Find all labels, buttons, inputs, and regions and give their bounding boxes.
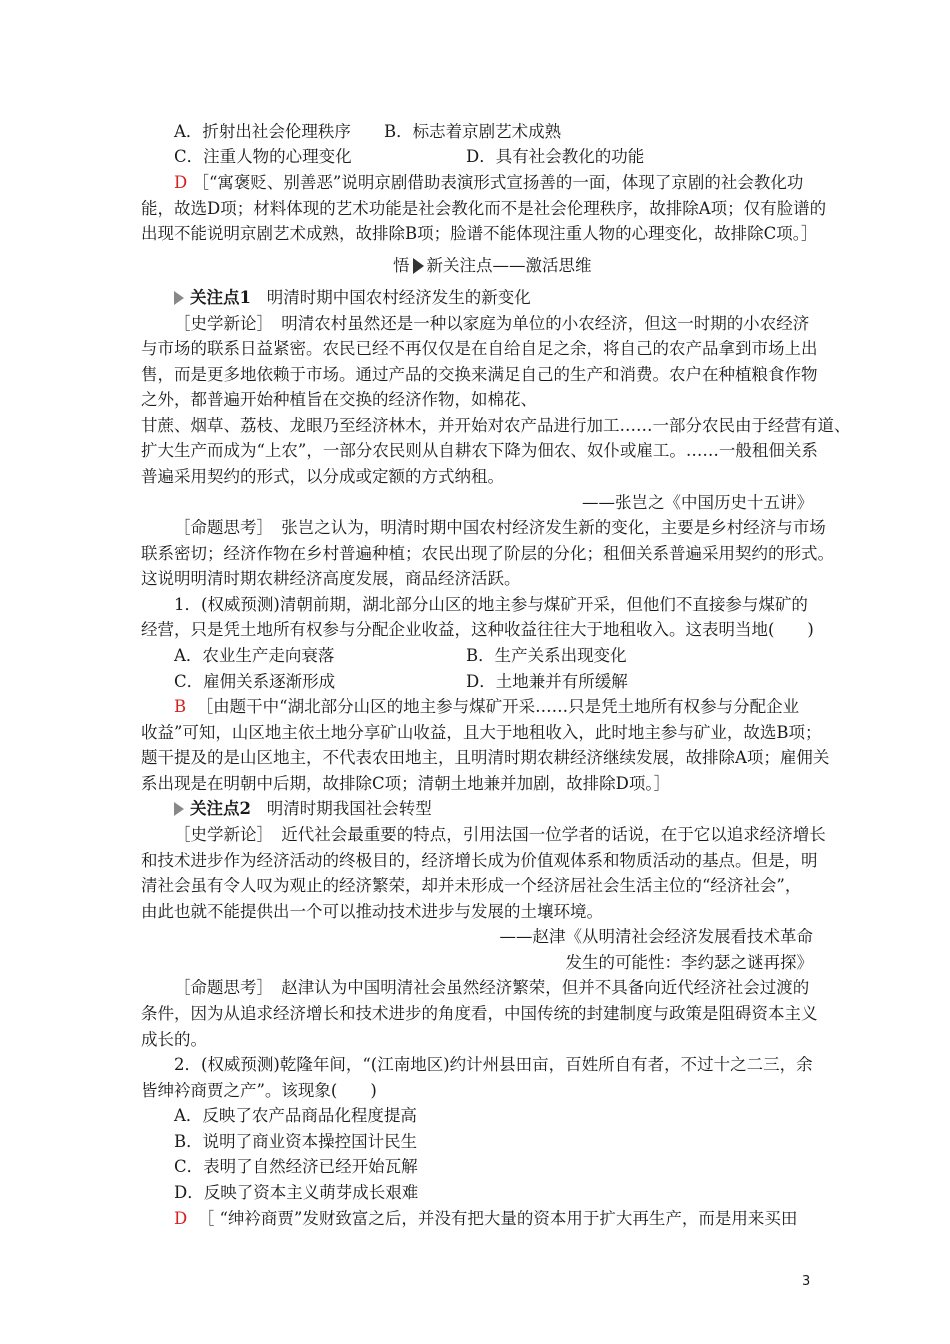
question-text-line: 皆绅衿商贾之产”。该现象( ): [141, 1081, 377, 1100]
thinking-text-line: 联系密切；经济作物在乡村普遍种植；农民出现了阶层的分化；租佃关系普遍采用契约的形式。: [141, 544, 834, 563]
answer-letter: B: [174, 697, 187, 716]
focus-heading: 关注点1 明清时期中国农村经济发生的新变化: [174, 286, 531, 310]
option-c: C．雇佣关系逐渐形成: [174, 672, 336, 691]
section-header: 悟 新关注点——激活思维: [393, 256, 592, 275]
triangle-marker-icon: [174, 802, 184, 816]
triangle-marker-icon: [174, 291, 184, 305]
option-d: D．土地兼并有所缓解: [466, 672, 628, 691]
play-arrow-icon: [413, 258, 424, 274]
history-text-line: ［史学新论］ 明清农村虽然还是一种以家庭为单位的小农经济，但这一时期的小农经济: [174, 314, 810, 333]
option-b: B．说明了商业资本操控国计民生: [174, 1132, 418, 1151]
thinking-text-line: 条件，因为从追求经济增长和技术进步的角度看，中国传统的封建制度与政策是阻碍资本主义: [141, 1004, 818, 1023]
answer-explanation-line: 收益”可知，山区地主依土地分享矿山收益，且大于地租收入，此时地主参与矿业，故选B项；: [141, 723, 822, 742]
history-text-line: 甘蔗、烟草、荔枝、龙眼乃至经济林木，并开始对农产品进行加工……一部分农民由于经营有道、: [141, 416, 851, 435]
option-d: D．反映了资本主义萌芽成长艰难: [174, 1183, 419, 1202]
answer-explanation-line: D ［ “绅衿商贾”发财致富之后，并没有把大量的资本用于扩大再生产，而是用来买田: [174, 1209, 798, 1228]
history-text-line: 扩大生产而成为“上农”，一部分农民则从自耕农下降为佃农、奴仆或雇工。……一般租佃关系: [141, 441, 818, 460]
option-d: D．具有社会教化的功能: [466, 147, 645, 166]
history-text-line: 清社会虽有令人叹为观止的经济繁荣，却并未形成一个经济居社会生活主位的“经济社会”，: [141, 876, 802, 895]
history-text-line: 与市场的联系日益紧密。农民已经不再仅仅是在自给自足之余，将自己的农产品拿到市场上出: [141, 339, 818, 358]
option-a: A．反映了农产品商品化程度提高: [174, 1106, 417, 1125]
answer-explanation-line: D ［“寓褒贬、别善恶”说明京剧借助表演形式宣扬善的一面，体现了京剧的社会教化功: [174, 173, 804, 192]
option-a: A．折射出社会伦理秩序: [174, 122, 351, 141]
history-text-line: ［史学新论］ 近代社会最重要的特点，引用法国一位学者的话说，在于它以追求经济增长: [174, 825, 826, 844]
option-c: C．表明了自然经济已经开始瓦解: [174, 1157, 418, 1176]
answer-explanation-line: 能，故选D项；材料体现的艺术功能是社会教化而不是社会伦理秩序，故排除A项；仅有脸谱的: [141, 199, 827, 218]
history-text-line: 由此也就不能提供出一个可以推动技术进步与发展的土壤环境。: [141, 902, 603, 921]
source-citation: 发生的可能性：李约瑟之谜再探》: [565, 953, 813, 972]
history-text-line: 和技术进步作为经济活动的终极目的，经济增长成为价值观体系和物质活动的基点。但是，明: [141, 851, 818, 870]
answer-letter: D: [174, 173, 188, 192]
option-c: C．注重人物的心理变化: [174, 147, 352, 166]
option-a: A．农业生产走向衰落: [174, 646, 335, 665]
thinking-text-line: ［命题思考］ 张岂之认为，明清时期中国农村经济发生新的变化，主要是乡村经济与市场: [174, 518, 826, 537]
history-text-line: 售，而是更多地依赖于市场。通过产品的交换来满足自己的生产和消费。农户在种植粮食作物: [141, 365, 818, 384]
option-b: B．标志着京剧艺术成熟: [384, 122, 562, 141]
answer-letter: D: [174, 1209, 188, 1228]
question-text-line: 1．(权威预测)清朝前期，湖北部分山区的地主参与煤矿开采，但他们不直接参与煤矿的: [174, 595, 808, 614]
history-text-line: 之外，都普遍开始种植旨在交换的经济作物，如棉花、: [141, 390, 537, 409]
thinking-text-line: 这说明明清时期农耕经济高度发展，商品经济活跃。: [141, 569, 521, 588]
answer-explanation-line: 出现不能说明京剧艺术成熟，故排除B项；脸谱不能体现注重人物的心理变化，故排除C项。］: [141, 224, 818, 243]
page-number: 3: [802, 1274, 811, 1289]
question-text-line: 经营，只是凭土地所有权参与分配企业收益，这种收益往往大于地租收入。这表明当地( ): [141, 620, 814, 639]
source-citation: ——赵津《从明清社会经济发展看技术革命: [499, 927, 813, 946]
thinking-text-line: 成长的。: [141, 1030, 207, 1049]
thinking-text-line: ［命题思考］ 赵津认为中国明清社会虽然经济繁荣，但并不具备向近代经济社会过渡的: [174, 978, 810, 997]
history-text-line: 普遍采用契约的形式，以分成或定额的方式纳租。: [141, 467, 504, 486]
answer-explanation-line: 题干提及的是山区地主，不代表农田地主，且明清时期农耕经济继续发展，故排除A项；雇佣关: [141, 748, 830, 767]
question-text-line: 2．(权威预测)乾隆年间，“(江南地区)约计州县田亩，百姓所自有者，不过十之二三，余: [174, 1055, 813, 1074]
answer-explanation-line: 系出现是在明朝中后期，故排除C项；清朝土地兼并加剧，故排除D项。］: [141, 774, 671, 793]
option-b: B．生产关系出现变化: [466, 646, 627, 665]
focus-heading: 关注点2 明清时期我国社会转型: [174, 797, 432, 821]
answer-explanation-line: B ［由题干中“湖北部分山区的地主参与煤矿开采……只是凭土地所有权参与分配企业: [174, 697, 800, 716]
source-citation: ——张岂之《中国历史十五讲》: [582, 493, 813, 512]
